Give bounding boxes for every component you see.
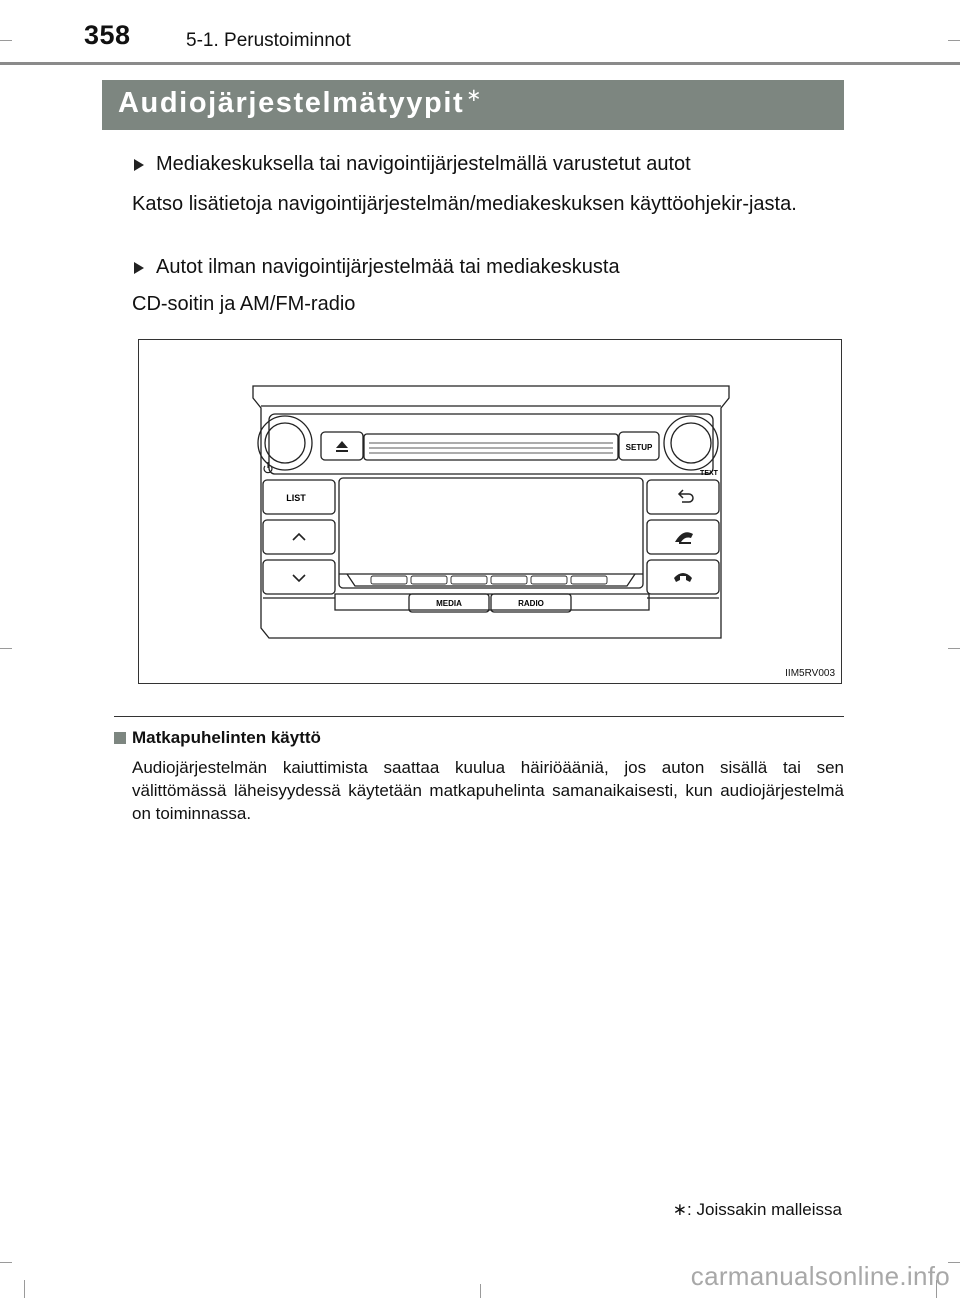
list-button-label: LIST: [286, 493, 306, 503]
triangle-bullet-icon: [134, 262, 144, 274]
chevron-up-icon: [293, 534, 305, 540]
bullet-text: Autot ilman navigointijärjestelmää tai mediakeskusta: [156, 256, 620, 278]
square-bullet-icon: [114, 732, 126, 744]
bullet-item: [134, 256, 620, 279]
media-button-label: MEDIA: [436, 599, 462, 608]
asterisk-mark: ∗: [466, 85, 483, 105]
eject-icon: [336, 441, 348, 452]
audio-unit-illustration: [139, 340, 841, 683]
crop-mark: [480, 1284, 481, 1298]
footnote: [673, 1200, 842, 1220]
bullet-item: [134, 153, 691, 176]
crop-mark: [0, 40, 12, 41]
note-heading-text: Matkapuhelinten käyttö: [132, 728, 321, 747]
radio-button-label: RADIO: [518, 599, 544, 608]
bullet-description: Katso lisätietoja navigointijärjestelmän/mediakeskuksen käyttöohjekir-jasta.: [132, 193, 797, 215]
section-reference: 5-1. Perustoiminnot: [186, 30, 351, 51]
footnote-text: : Joissakin malleissa: [687, 1200, 842, 1219]
section-title: Audiojärjestelmätyypit ∗: [118, 85, 483, 119]
footnote-mark: ∗: [672, 1200, 688, 1219]
crop-mark: [948, 40, 960, 41]
triangle-bullet-icon: [134, 159, 144, 171]
power-icon: [264, 462, 272, 473]
crop-mark: [0, 648, 12, 649]
page-number: 358: [84, 20, 131, 50]
note-body: Audiojärjestelmän kaiuttimista saattaa kuulua häiriöääniä, jos auton sisällä tai sen välittömässä läheisyydessä käytetään matkapuhelinta samanaikaisesti, kun audiojärjestelmä on toiminnassa.: [132, 758, 844, 823]
crop-mark: [0, 1262, 12, 1263]
crop-mark: [24, 1280, 25, 1298]
bullet-text: Mediakeskuksella tai navigointijärjestelmällä varustetut autot: [156, 153, 691, 175]
phone-pickup-icon: [675, 532, 693, 543]
back-icon: [679, 490, 693, 502]
section-title-bar: [102, 80, 844, 130]
header-divider: [0, 62, 960, 65]
audio-unit-figure: [138, 339, 842, 684]
figure-code: IIM5RV003: [785, 668, 835, 679]
watermark: carmanualsonline.info: [690, 1261, 950, 1291]
setup-button-label: SETUP: [625, 443, 653, 452]
chevron-down-icon: [293, 575, 305, 581]
crop-mark: [948, 648, 960, 649]
bullet-description: CD-soitin ja AM/FM-radio: [132, 293, 356, 315]
phone-hangup-icon: [674, 573, 692, 582]
text-knob-label: TEXT: [700, 470, 718, 477]
note-heading: [114, 728, 321, 748]
note-divider: [114, 716, 844, 717]
